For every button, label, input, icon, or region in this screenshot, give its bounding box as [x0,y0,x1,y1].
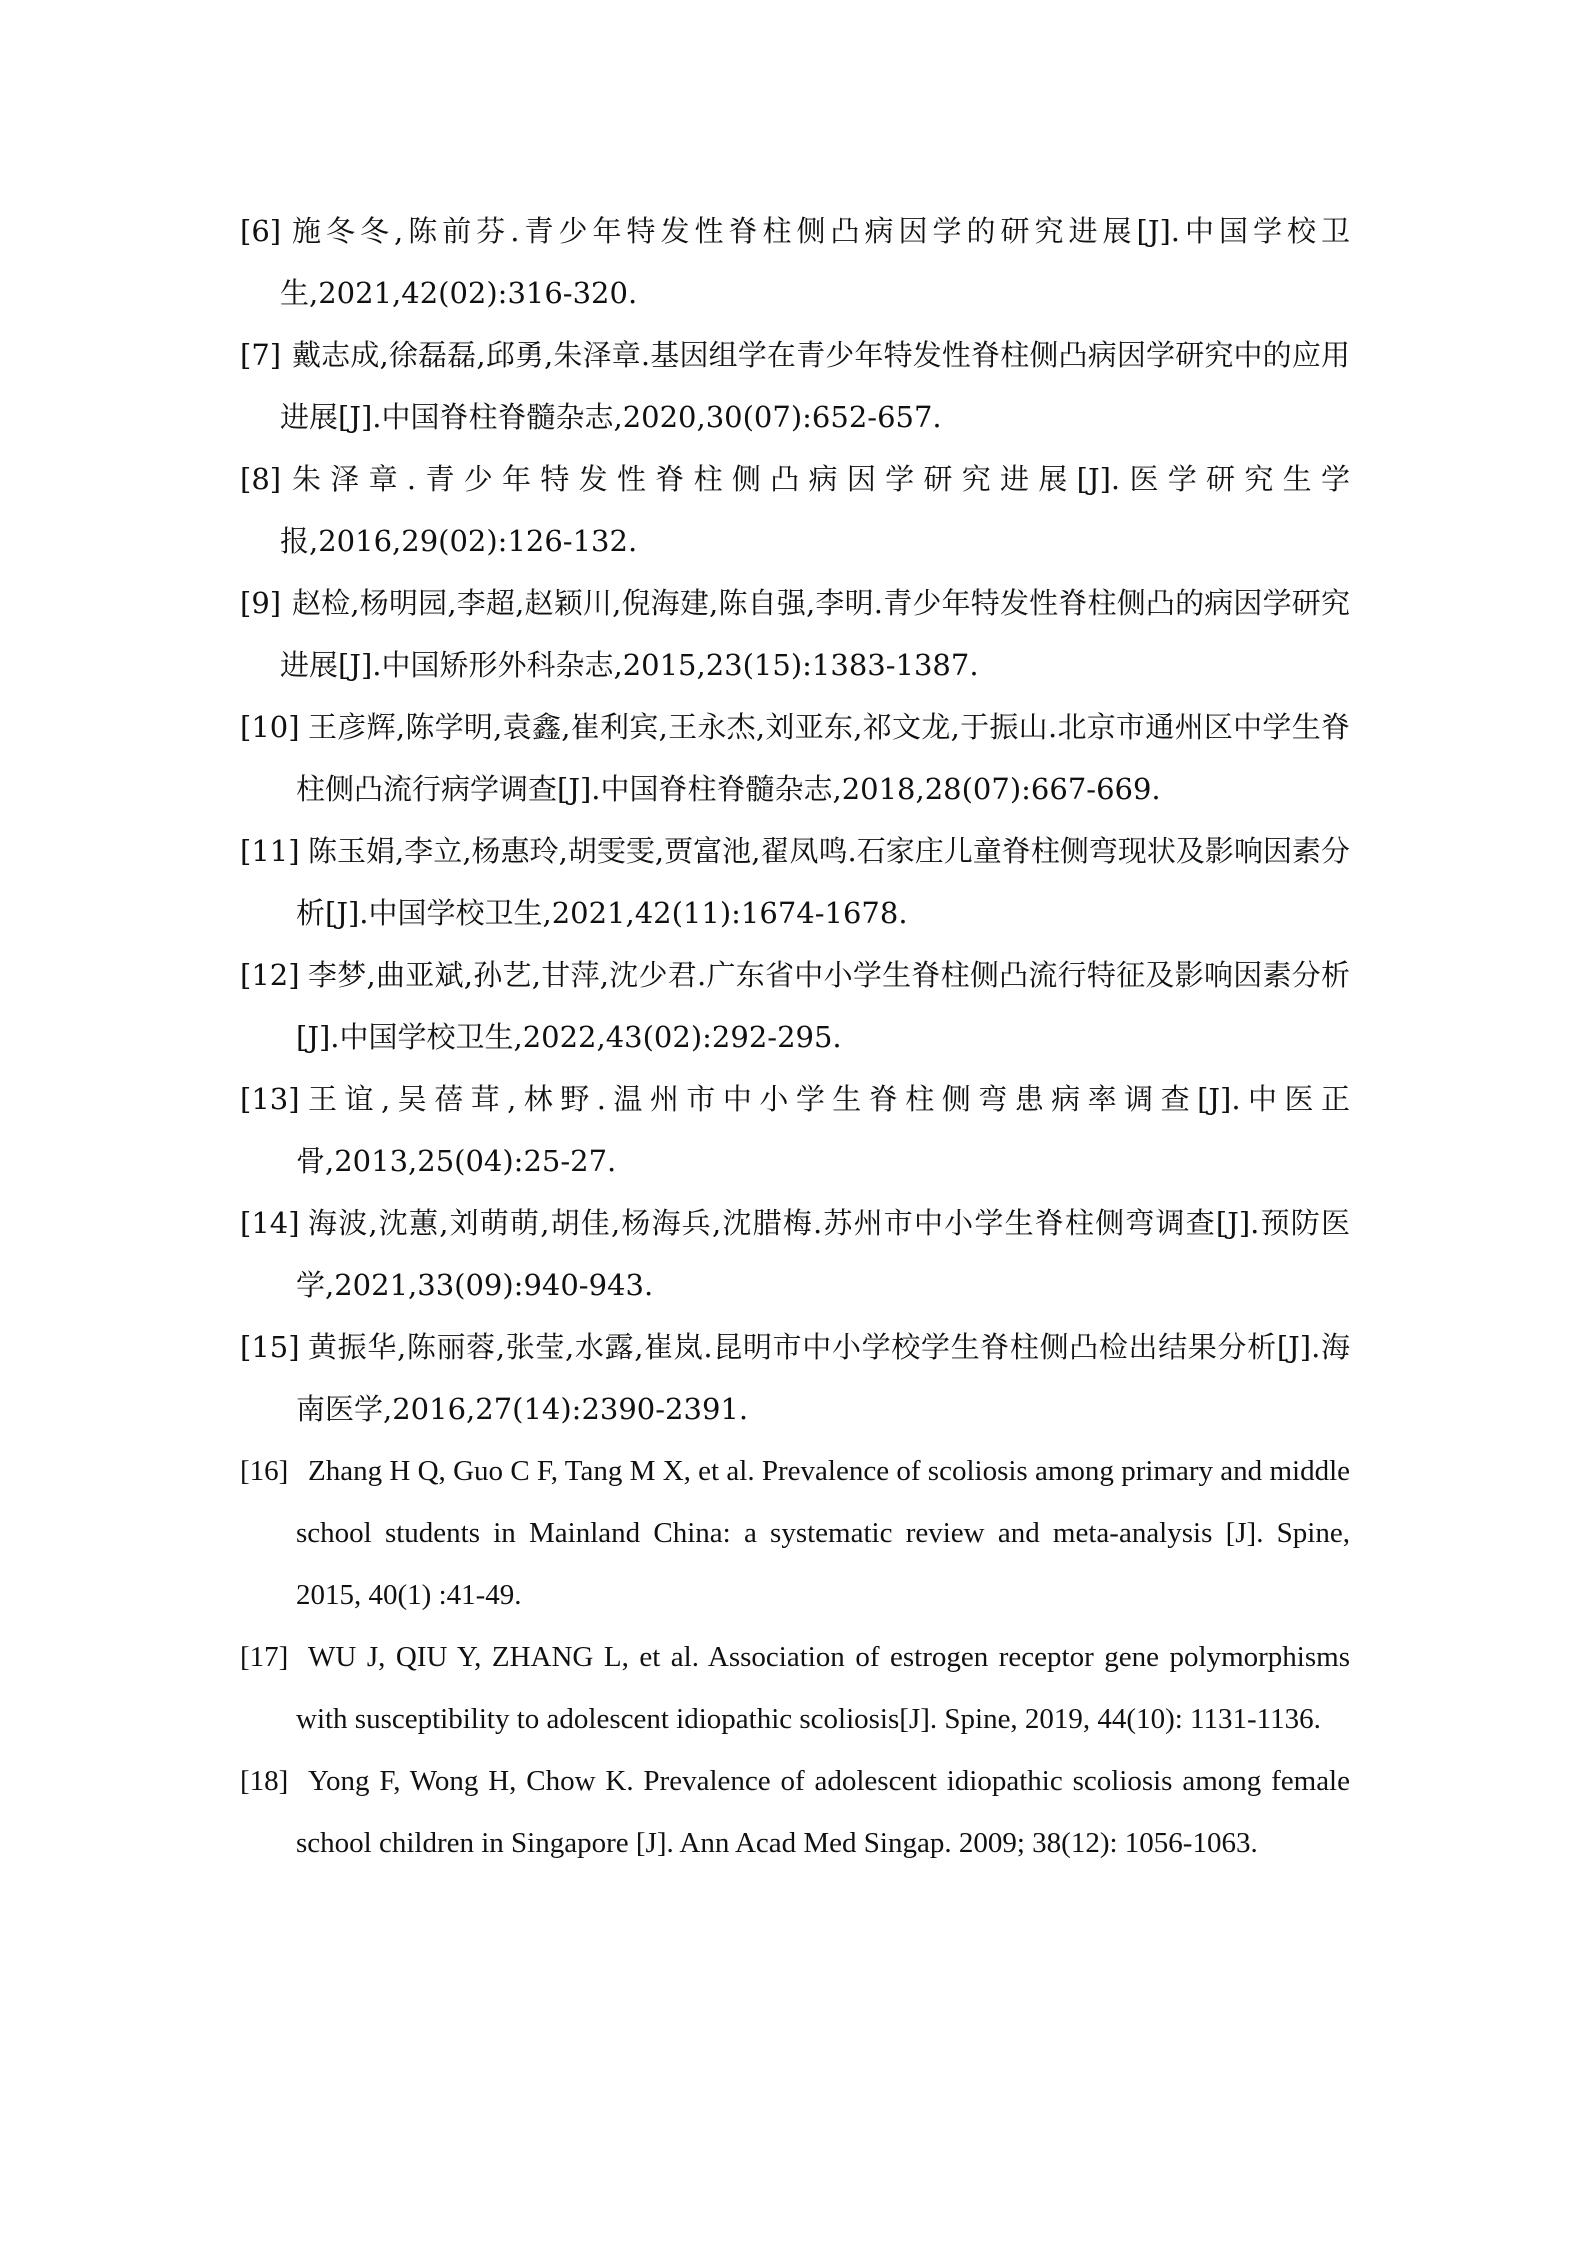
reference-list [240,200,1350,1874]
reference-text: 朱泽章.青少年特发性脊柱侧凸病因学研究进展[J].医学研究生学报,2016,29(02):126-132. [280,462,1350,558]
reference-number: [15] [240,1330,300,1364]
reference-item [240,1440,1350,1626]
reference-text: Zhang H Q, Guo C F, Tang M X, et al. Prevalence of scoliosis among primary and middle school students in Mainland China: a systematic review and meta-analysis [J]. Spine, 2015, 40(1) :41-49. [296,1455,1350,1611]
reference-number: [11] [240,834,300,868]
reference-number: [18] [240,1765,289,1797]
reference-item [240,200,1350,324]
reference-item [240,1750,1350,1874]
reference-text: 王谊,吴蓓茸,林野.温州市中小学生脊柱侧弯患病率调查[J].中医正骨,2013,25(04):25-27. [296,1082,1350,1178]
reference-item [240,448,1350,572]
reference-text: 赵检,杨明园,李超,赵颖川,倪海建,陈自强,李明.青少年特发性脊柱侧凸的病因学研究进展[J].中国矫形外科杂志,2015,23(15):1383-1387. [280,586,1350,682]
reference-item [240,944,1350,1068]
reference-number: [17] [240,1641,289,1673]
reference-number: [13] [240,1082,300,1116]
reference-number: [14] [240,1206,300,1240]
reference-text: 黄振华,陈丽蓉,张莹,水露,崔岚.昆明市中小学校学生脊柱侧凸检出结果分析[J].海南医学,2016,27(14):2390-2391. [296,1330,1350,1426]
reference-text: 海波,沈蕙,刘萌萌,胡佳,杨海兵,沈腊梅.苏州市中小学生脊柱侧弯调查[J].预防医学,2021,33(09):940-943. [296,1206,1350,1302]
reference-item [240,696,1350,820]
reference-number: [9] [240,586,282,620]
reference-text: 李梦,曲亚斌,孙艺,甘萍,沈少君.广东省中小学生脊柱侧凸流行特征及影响因素分析[J].中国学校卫生,2022,43(02):292-295. [296,958,1350,1054]
reference-item [240,1192,1350,1316]
reference-item [240,324,1350,448]
reference-text: 施冬冬,陈前芬.青少年特发性脊柱侧凸病因学的研究进展[J].中国学校卫生,2021,42(02):316-320. [280,214,1350,310]
reference-number: [16] [240,1455,289,1487]
reference-text: Yong F, Wong H, Chow K. Prevalence of adolescent idiopathic scoliosis among female school children in Singapore [J]. Ann Acad Med Singap. 2009; 38(12): 1056-1063. [296,1765,1350,1859]
reference-text: 戴志成,徐磊磊,邱勇,朱泽章.基因组学在青少年特发性脊柱侧凸病因学研究中的应用进展[J].中国脊柱脊髓杂志,2020,30(07):652-657. [280,338,1350,434]
reference-item [240,572,1350,696]
reference-item [240,1626,1350,1750]
reference-number: [7] [240,338,282,372]
reference-number: [8] [240,462,282,496]
reference-number: [12] [240,958,300,992]
reference-text: 陈玉娟,李立,杨惠玲,胡雯雯,贾富池,翟凤鸣.石家庄儿童脊柱侧弯现状及影响因素分析[J].中国学校卫生,2021,42(11):1674-1678. [296,834,1350,930]
reference-item [240,820,1350,944]
reference-number: [10] [240,710,300,744]
reference-number: [6] [240,214,282,248]
reference-item [240,1316,1350,1440]
reference-item [240,1068,1350,1192]
reference-text: 王彦辉,陈学明,袁鑫,崔利宾,王永杰,刘亚东,祁文龙,于振山.北京市通州区中学生脊柱侧凸流行病学调查[J].中国脊柱脊髓杂志,2018,28(07):667-669. [296,710,1350,806]
reference-text: WU J, QIU Y, ZHANG L, et al. Association of estrogen receptor gene polymorphisms with susceptibility to adolescent idiopathic scoliosis[J]. Spine, 2019, 44(10): 1131-1136. [296,1641,1350,1735]
